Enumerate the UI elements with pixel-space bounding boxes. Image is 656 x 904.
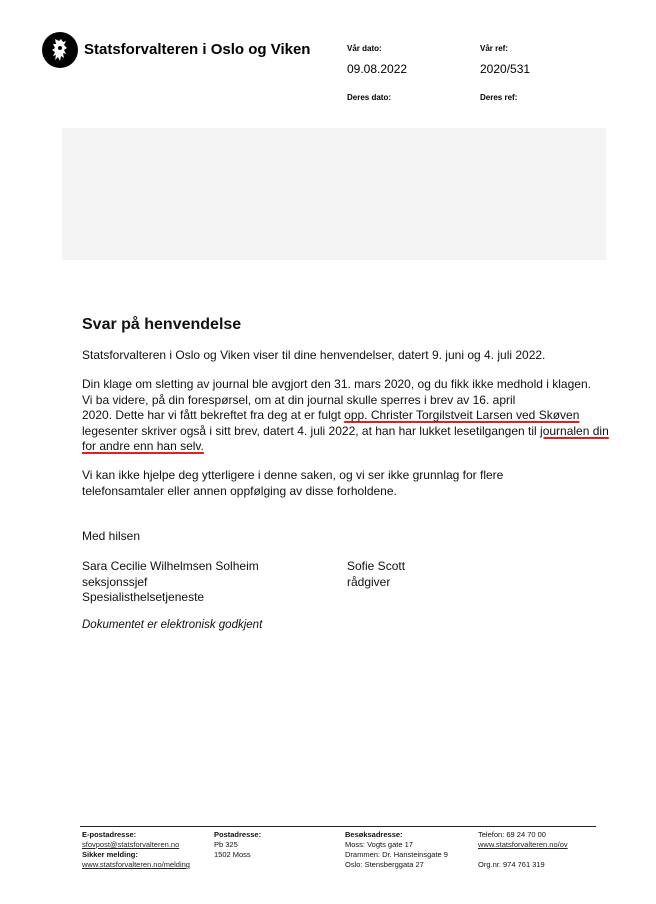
electronic-approval-note: Dokumentet er elektronisk godkjent [82,619,263,631]
our-date-label: Vår dato: [347,44,382,53]
org-name: Statsforvalteren i Oslo og Viken [84,41,311,58]
paragraph-2-line-1: Din klage om sletting av journal ble avgjort den 31. mars 2020, og du fikk ikke medhold i klagen. [82,377,591,391]
paragraph-2-line-5 [82,439,609,455]
signatory-left [82,559,259,606]
paragraph-3 [82,468,503,499]
paragraph-2-line-4-start: legesenter skriver også i sitt brev, datert 4. juli 2022, at han har lukket lesetilgangen til [82,423,541,438]
footer-phone: Telefon: 69 24 70 00 [478,830,546,839]
footer-divider [80,826,596,827]
signatory-left-title: seksjonssjef [82,574,148,589]
footer-website-link[interactable]: www.statsforvalteren.no/ov [478,840,568,849]
coat-of-arms-logo [42,32,78,68]
footer-email-column [82,830,190,870]
your-ref-label: Deres ref: [480,93,518,102]
your-date-label: Deres dato: [347,93,392,102]
footer-postal-line-1: Pb 325 [214,840,238,849]
signatory-left-name: Sara Cecilie Wilhelmsen Solheim [82,559,259,573]
our-ref-label: Vår ref: [480,44,509,53]
greeting: Med hilsen [82,529,141,543]
footer-visit-column [345,830,448,870]
our-date: 09.08.2022 [347,62,408,76]
footer-orgnr: Org.nr. 974 761 319 [478,860,545,869]
paragraph-3-line-2: telefonsamtaler eller annen oppfølging av disse forholdene. [82,483,397,498]
footer-visit-line-3: Oslo: Stensberggata 27 [345,860,424,869]
footer-email-link[interactable]: sfovpost@statsforvalteren.no [82,840,180,849]
footer-secure-message-link[interactable]: www.statsforvalteren.no/melding [82,860,190,869]
spellcheck-underlined-text: for andre enn han selv. [82,439,204,453]
paragraph-3-line-1: Vi kan ikke hjelpe deg ytterligere i denne saken, og vi ser ikke grunnlag for flere [82,468,504,482]
paragraph-2-line-4 [82,424,609,440]
paragraph-2-line-3 [82,408,609,424]
lion-icon [47,36,73,64]
footer-visit-line-2: Drammen: Dr. Hansteinsgate 9 [345,850,448,859]
spellcheck-underlined-text: journalen din [540,423,609,438]
footer-secure-message-label: Sikker melding: [82,850,138,859]
paragraph-1 [82,348,545,364]
footer-postal-line-2: 1502 Moss [214,850,251,859]
signatory-left-department: Spesialisthelsetjeneste [82,590,205,604]
footer-postal-label: Postadresse: [214,830,262,839]
footer-visit-label: Besøksadresse: [345,830,403,839]
signatory-right [347,559,405,590]
footer-email-label: E-postadresse: [82,830,137,839]
document-title: Svar på henvendelse [82,316,242,333]
paragraph-2-line-2: Vi ba videre, på din forespørsel, om at din journal skulle sperres i brev av 16. april [82,392,516,407]
paragraph-2 [82,377,609,455]
signatory-right-title: rådgiver [347,574,391,589]
paragraph-2-line-3-start: 2020. Dette har vi fått bekreftet fra deg at er fulgt [82,408,345,422]
footer-contact-column [478,830,568,870]
spellcheck-underlined-text: opp. Christer Torgilstveit Larsen ved Skøven [344,408,580,422]
paragraph-1-text: Statsforvalteren i Oslo og Viken viser til dine henvendelser, datert 9. juni og 4. juli 2022. [82,348,546,362]
footer-postal-column [214,830,261,860]
our-ref: 2020/531 [480,62,531,76]
footer-visit-line-1: Moss: Vogts gate 17 [345,840,413,849]
recipient-address-redacted [62,128,606,260]
signatory-right-name: Sofie Scott [347,559,406,573]
